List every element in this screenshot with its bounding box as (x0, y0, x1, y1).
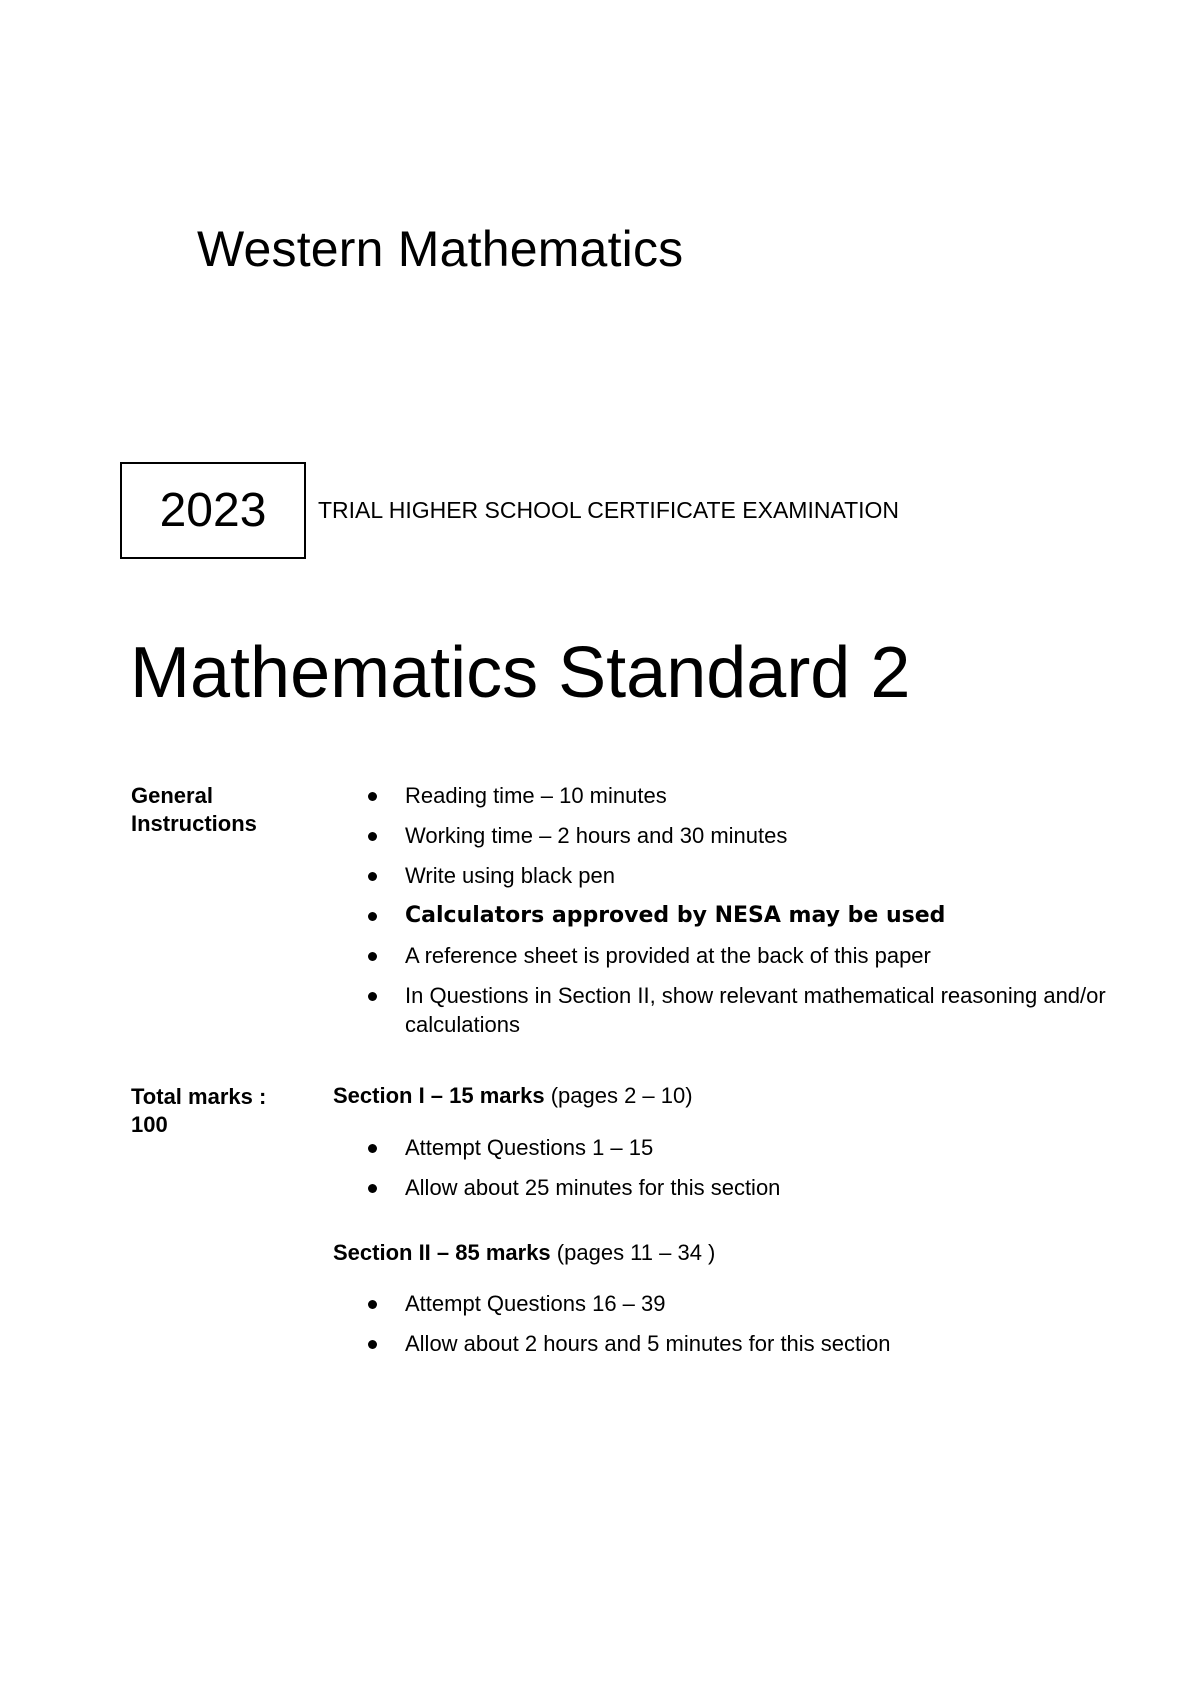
section-item-text: Attempt Questions 16 – 39 (405, 1291, 666, 1316)
section-2-pages: (pages 11 – 34 ) (556, 1240, 716, 1265)
instruction-text: Write using black pen (405, 863, 615, 888)
bullet-icon (368, 952, 377, 961)
list-item (368, 861, 1128, 890)
bullet-icon (368, 912, 377, 921)
list-item (368, 981, 1128, 1039)
bullet-icon (368, 1340, 377, 1349)
list-item (368, 821, 1128, 850)
year-label: 2023 (159, 484, 267, 537)
section-2-list (368, 1289, 1128, 1369)
list-item (368, 1173, 1128, 1202)
section-1-pages: (pages 2 – 10) (550, 1083, 693, 1108)
list-item (368, 1289, 1128, 1318)
section-item-text: Attempt Questions 1 – 15 (405, 1135, 654, 1160)
subject-title: Mathematics Standard 2 (130, 633, 911, 713)
list-item (368, 1329, 1128, 1358)
bullet-icon (368, 872, 377, 881)
bullet-icon (368, 992, 377, 1001)
school-name: Western Mathematics (197, 221, 684, 277)
instruction-text: A reference sheet is provided at the back of this paper (405, 943, 931, 968)
list-item (368, 941, 1128, 970)
instruction-text: In Questions in Section II, show relevant mathematical reasoning and/or calculations (405, 983, 1106, 1037)
total-marks-label: Total marks : 100 (131, 1084, 267, 1137)
instruction-text: Working time – 2 hours and 30 minutes (405, 823, 788, 848)
list-item (368, 1133, 1128, 1162)
bullet-icon (368, 792, 377, 801)
list-item (368, 901, 1128, 930)
section-2-heading (333, 1240, 715, 1266)
list-item (368, 781, 1128, 810)
section-1-list (368, 1133, 1128, 1213)
general-instructions-label: General Instructions (131, 783, 257, 836)
instruction-text: Calculators approved by NESA may be used (405, 903, 946, 928)
section-2-title: Section II – 85 marks (333, 1240, 551, 1265)
general-instructions-list (368, 781, 1128, 1050)
section-1-heading (333, 1083, 693, 1109)
bullet-icon (368, 1144, 377, 1153)
section-item-text: Allow about 25 minutes for this section (405, 1175, 781, 1200)
exam-type: TRIAL HIGHER SCHOOL CERTIFICATE EXAMINATION (318, 497, 900, 523)
section-item-text: Allow about 2 hours and 5 minutes for this section (405, 1331, 891, 1356)
bullet-icon (368, 832, 377, 841)
section-1-title: Section I – 15 marks (333, 1083, 545, 1108)
bullet-icon (368, 1300, 377, 1309)
bullet-icon (368, 1184, 377, 1193)
instruction-text: Reading time – 10 minutes (405, 783, 667, 808)
year-box (120, 462, 306, 559)
